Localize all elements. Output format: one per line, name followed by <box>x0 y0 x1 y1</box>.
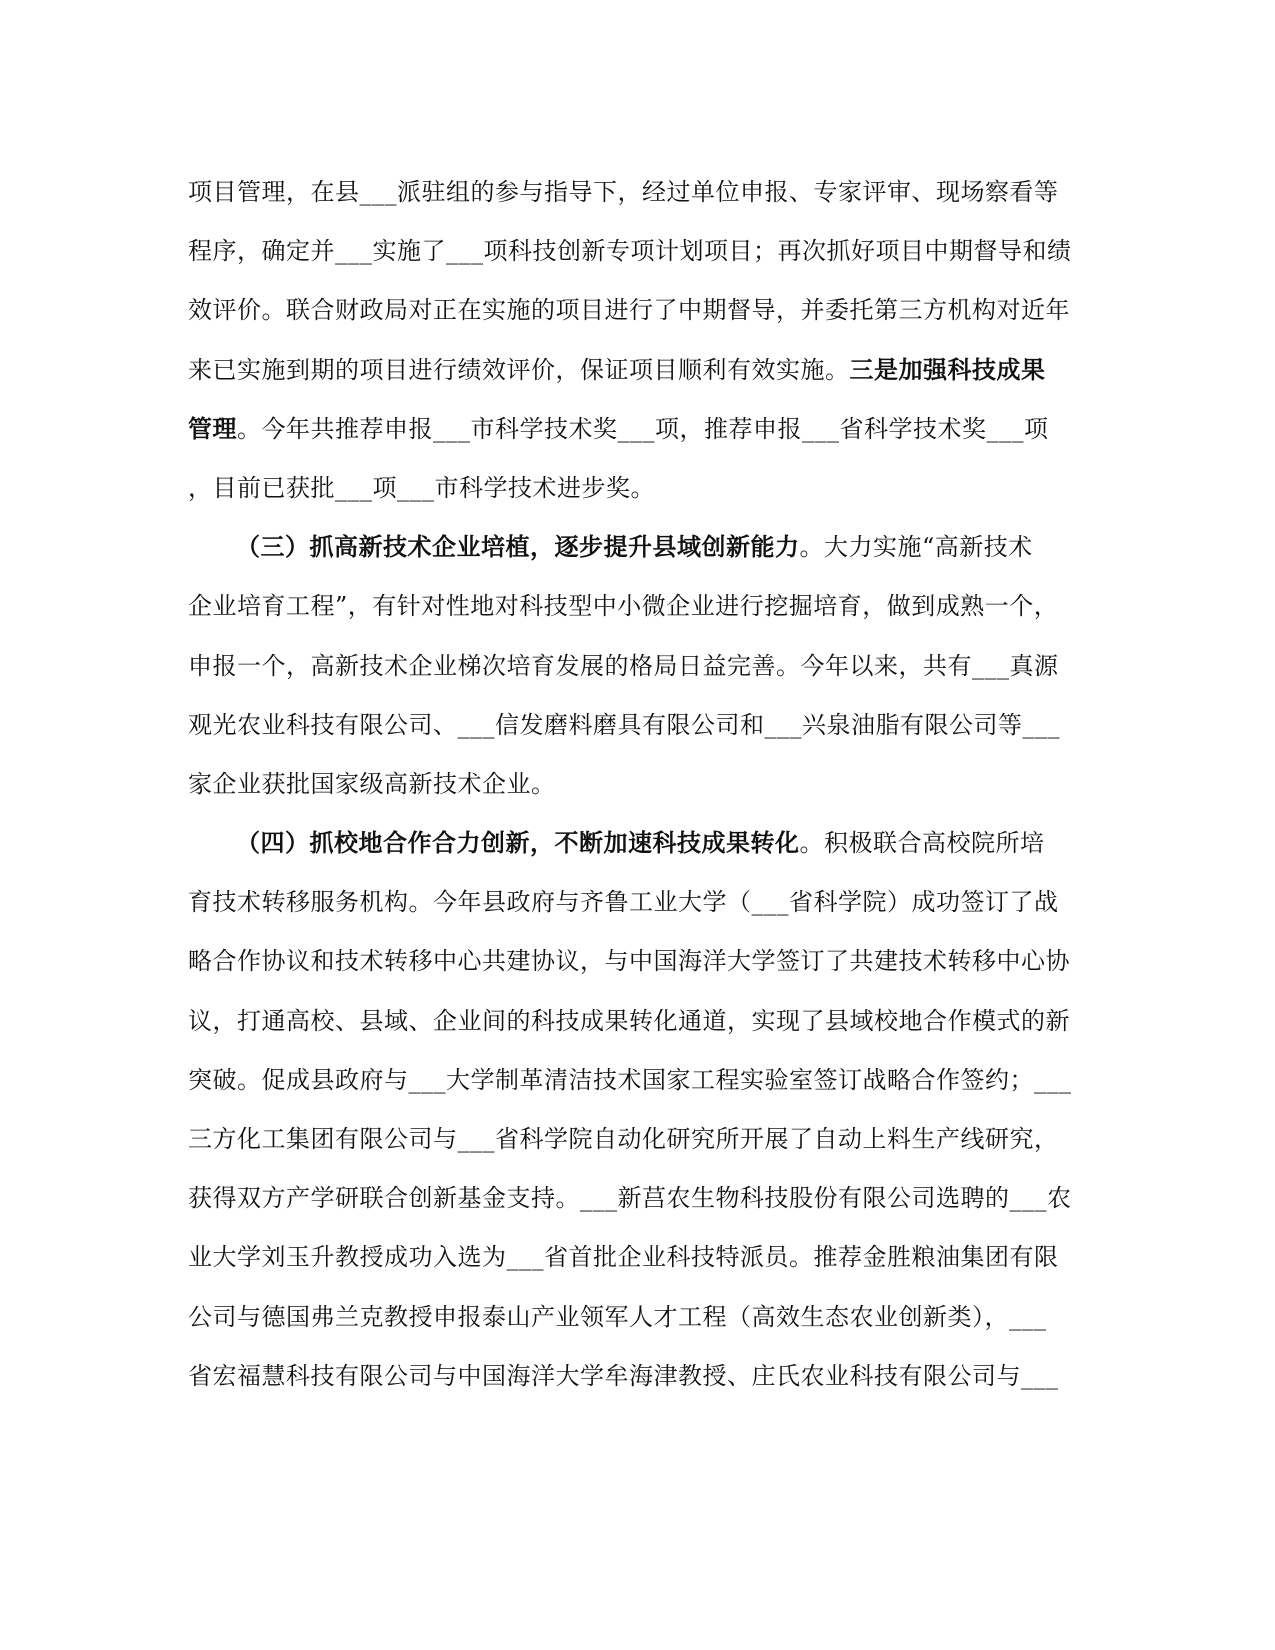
body-text <box>188 172 1088 1415</box>
section-3-heading: （三）抓高新技术企业培植，逐步提升县域创新能力 <box>236 532 800 562</box>
bold-heading-fragment: 管理 <box>188 413 237 443</box>
paragraph-line: 三方化工集团有限公司与___省科学院自动化研究所开展了自动上料生产线研究， <box>188 1125 1059 1153</box>
paragraph-line <box>188 409 1088 468</box>
paragraph-line: 效评价。联合财政局对正在实施的项目进行了中期督导，并委托第三方机构对近年 <box>188 296 1070 325</box>
paragraph-text: 来已实施到期的项目进行绩效评价，保证项目顺利有效实施。 <box>188 355 850 384</box>
paragraph-line: 业大学刘玉升教授成功入选为___省首批企业科技特派员。推荐金胜粮油集团有限 <box>188 1243 1059 1272</box>
section-3-first-line <box>188 527 1088 586</box>
bold-heading-fragment: 三是加强科技成果 <box>849 354 1046 384</box>
paragraph-line: 育技术转移服务机构。今年县政府与齐鲁工业大学（___省科学院）成功签订了战 <box>188 888 1059 917</box>
paragraph-line: 省宏福慧科技有限公司与中国海洋大学牟海津教授、庄氏农业科技有限公司与___ <box>188 1361 1059 1390</box>
paragraph-line: 项目管理，在县___派驻组的参与指导下，经过单位申报、专家评审、现场察看等 <box>188 178 1059 206</box>
paragraph-line: 获得双方产学研联合创新基金支持。___新莒农生物科技股份有限公司选聘的___农 <box>188 1184 1072 1213</box>
section-4-heading: （四）抓校地合作合力创新，不断加速科技成果转化 <box>236 828 800 858</box>
paragraph-line: 观光农业科技有限公司、___信发磨料磨具有限公司和___兴泉油脂有限公司等___ <box>188 710 1060 739</box>
paragraph-line: 突破。促成县政府与___大学制革清洁技术国家工程实验室签订战略合作签约；___ <box>188 1065 1072 1094</box>
paragraph-text: 。大力实施“高新技术 <box>799 533 1033 562</box>
paragraph-line: 公司与德国弗兰克教授申报泰山产业领军人才工程（高效生态农业创新类），___ <box>188 1302 1047 1331</box>
paragraph-text: 。积极联合高校院所培 <box>799 829 1045 858</box>
paragraph-line: 略合作协议和技术转移中心共建协议，与中国海洋大学签订了共建技术转移中心协 <box>188 947 1070 976</box>
paragraph-line: 议，打通高校、县域、企业间的科技成果转化通道，实现了县域校地合作模式的新 <box>188 1006 1070 1035</box>
paragraph-line <box>188 350 1088 409</box>
paragraph-text: 。今年共推荐申报___市科学技术奖___项，推荐申报___省科学技术奖___项 <box>237 414 1049 443</box>
paragraph-line: 申报一个，高新技术企业梯次培育发展的格局日益完善。今年以来，共有___真源 <box>188 651 1059 680</box>
paragraph-line: 企业培育工程”，有针对性地对科技型中小微企业进行挖掘培育，做到成熟一个， <box>188 592 1059 621</box>
paragraph-line: 程序，确定并___实施了___项科技创新专项计划项目；再次抓好项目中期督导和绩 <box>188 237 1072 266</box>
paragraph-line: 家企业获批国家级高新技术企业。 <box>188 769 556 798</box>
paragraph-line: ，目前已获批___项___市科学技术进步奖。 <box>188 473 655 502</box>
section-4-first-line <box>188 823 1088 882</box>
